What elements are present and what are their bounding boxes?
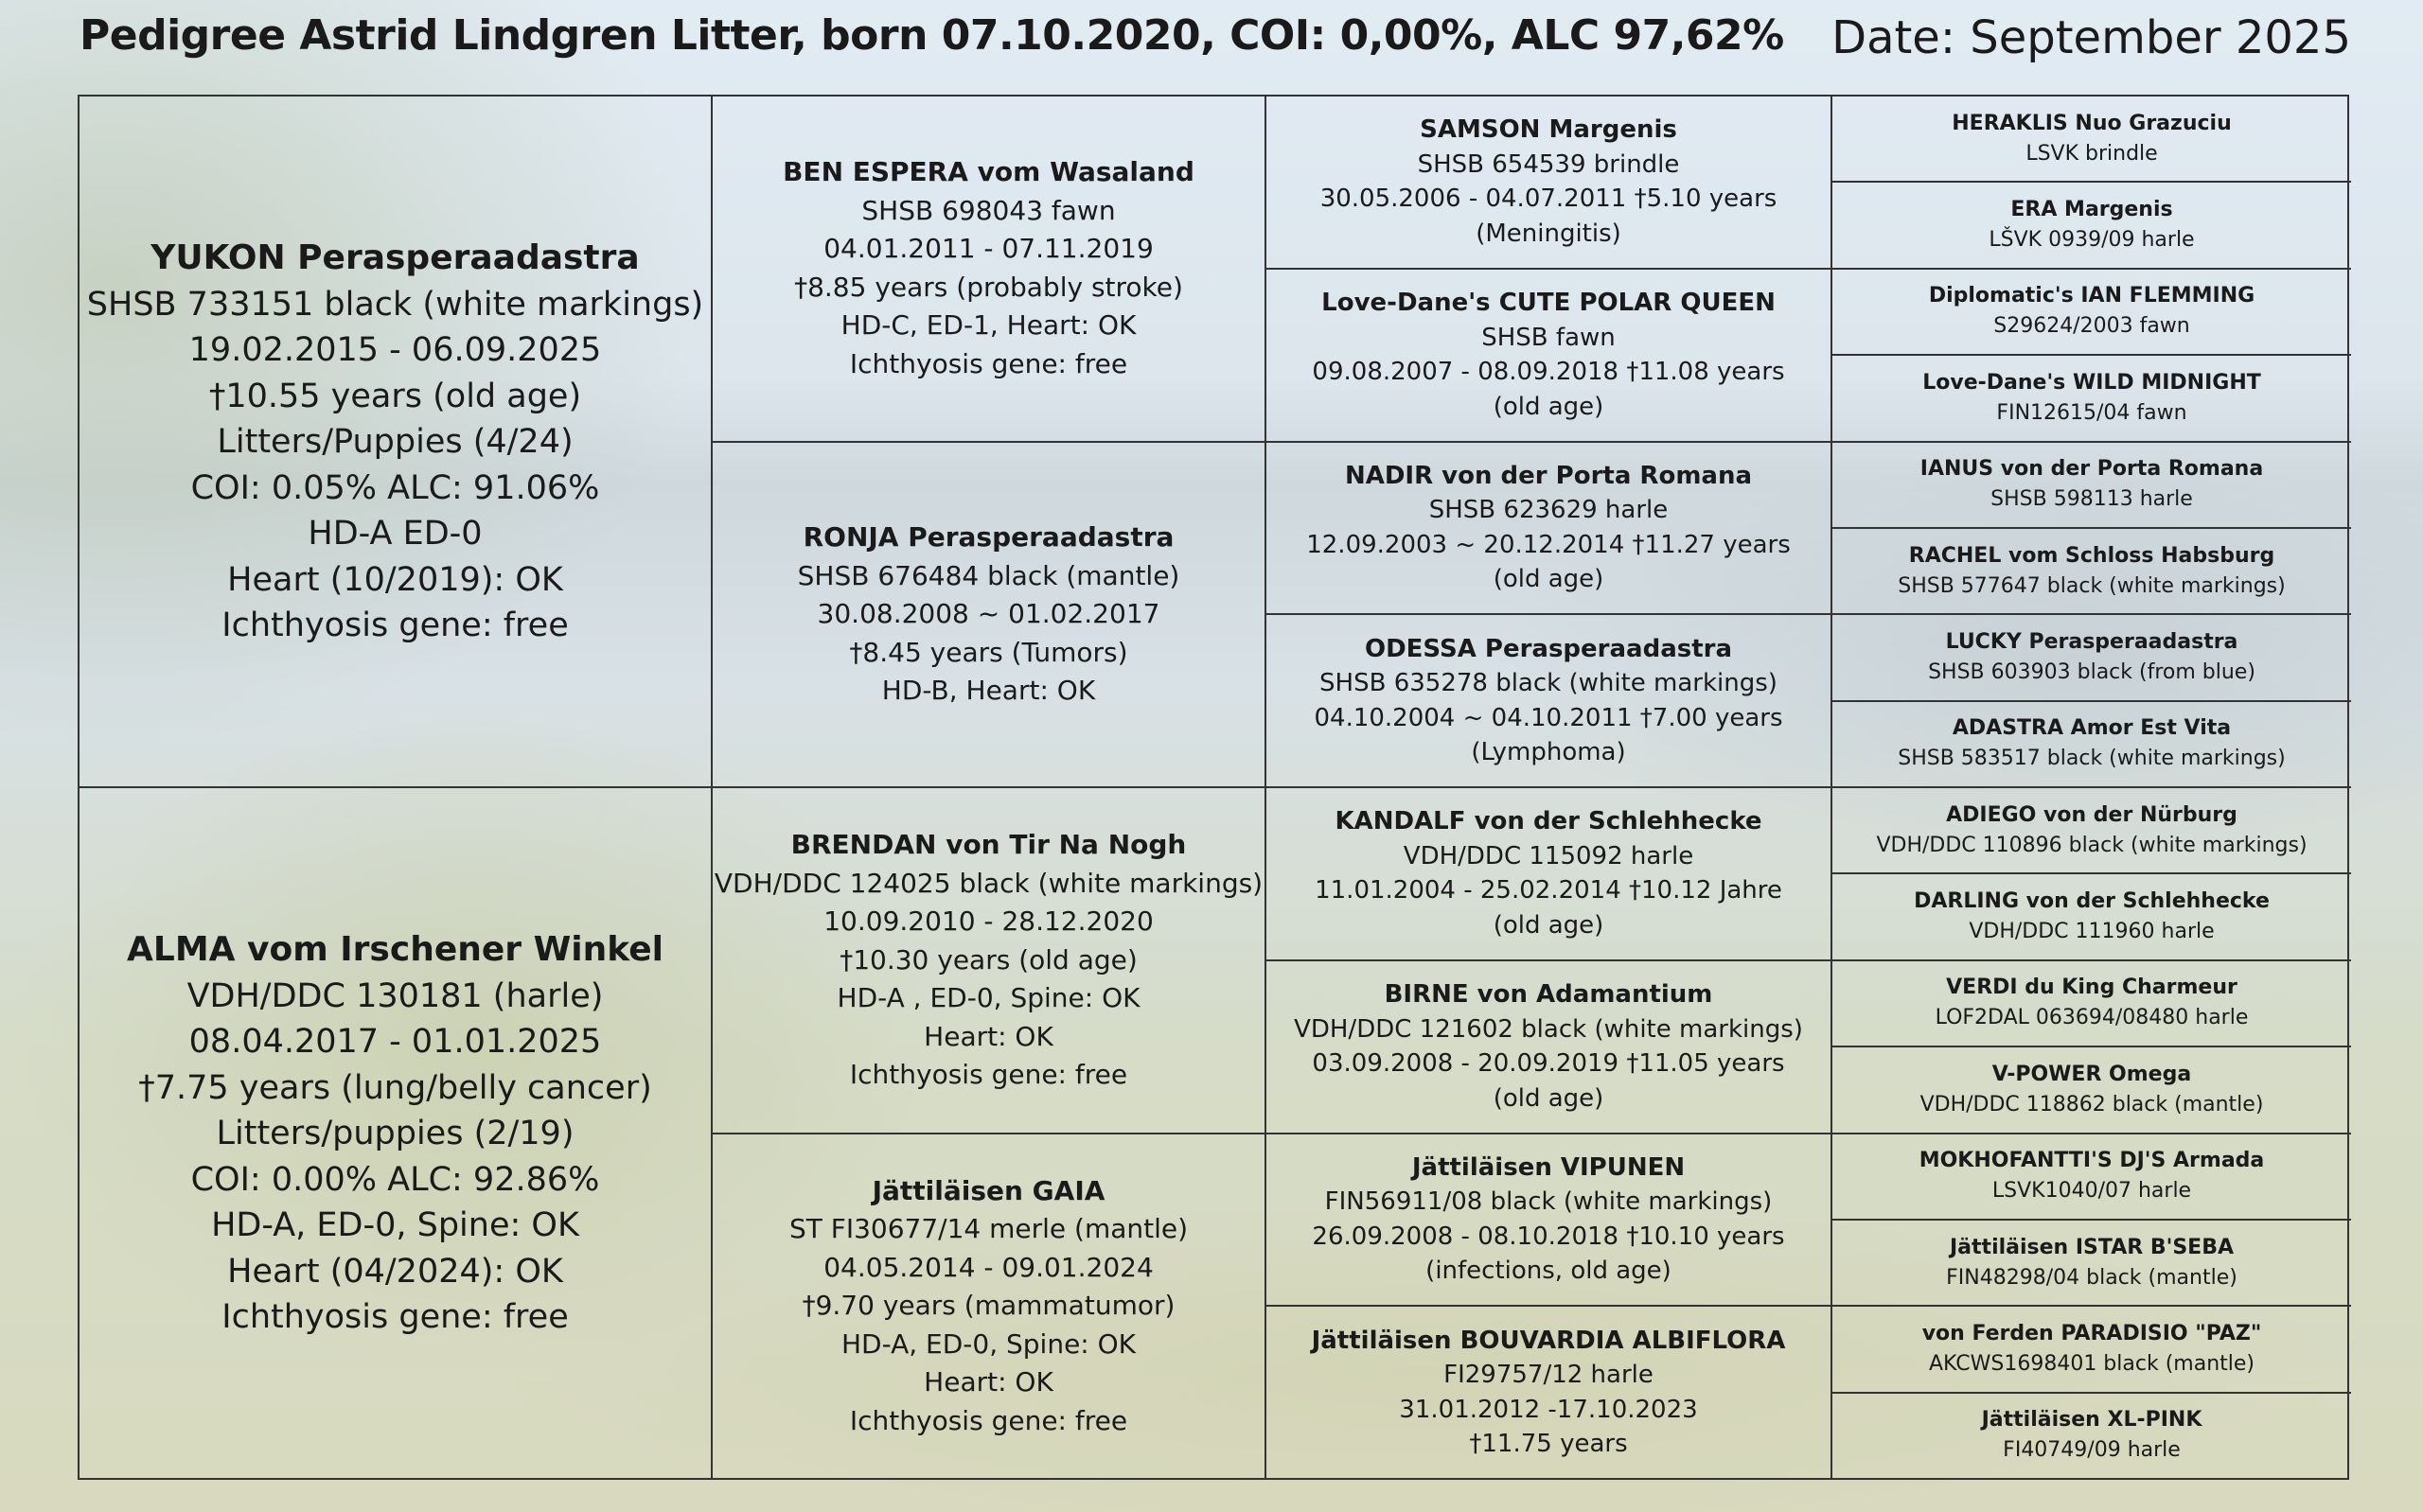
dog-name: ALMA vom Irschener Winkel: [127, 929, 663, 969]
dog-detail-line: FI29757/12 harle: [1443, 1361, 1654, 1390]
pedigree-cell: [1266, 1307, 1831, 1478]
page-date: Date: September 2025: [1831, 11, 2351, 64]
dog-detail-line: SHSB 583517 black (white markings): [1898, 747, 2286, 771]
dog-name: DARLING von der Schlehhecke: [1914, 889, 2270, 914]
pedigree-cell: [713, 1134, 1265, 1479]
dog-name: ADASTRA Amor Est Vita: [1952, 716, 2232, 741]
dog-name: BEN ESPERA vom Wasaland: [783, 156, 1194, 188]
dog-detail-line: 12.09.2003 ~ 20.12.2014 †11.27 years: [1306, 530, 1791, 559]
dog-detail-line: LSVK1040/07 harle: [1991, 1179, 2192, 1204]
dog-detail-line: LOF2DAL 063694/08480 harle: [1935, 1006, 2249, 1030]
dog-detail-line: Ichthyosis gene: free: [849, 347, 1128, 379]
dog-detail-line: FIN56911/08 black (white markings): [1324, 1187, 1773, 1217]
pedigree-cell: [1832, 874, 2351, 960]
dog-detail-line: 26.09.2008 - 08.10.2018 †10.10 years: [1312, 1222, 1785, 1251]
dog-detail-line: †10.55 years (old age): [208, 377, 582, 415]
dog-detail-line: 04.10.2004 ~ 04.10.2011 †7.00 years: [1314, 703, 1783, 732]
dog-name: ADIEGO von der Nürburg: [1946, 802, 2237, 827]
dog-detail-line: VDH/DDC 121602 black (white markings): [1294, 1014, 1803, 1044]
dog-detail-line: Ichthyosis gene: free: [221, 1298, 569, 1336]
dog-detail-line: Ichthyosis gene: free: [221, 607, 569, 644]
pedigree-cell: [1266, 1134, 1831, 1308]
dog-name: Diplomatic's IAN FLEMMING: [1928, 284, 2255, 308]
dog-detail-line: ST FI30677/14 merle (mantle): [788, 1213, 1189, 1244]
pedigree-cell: [1832, 443, 2351, 529]
dog-detail-line: SHSB 603903 black (from blue): [1928, 659, 2255, 684]
pedigree-cell: [1832, 788, 2351, 874]
pedigree-cell: [1266, 270, 1831, 443]
pedigree-cell: [1832, 702, 2351, 788]
dog-detail-line: SHSB 676484 black (mantle): [797, 559, 1180, 591]
pedigree-cell: [1832, 97, 2351, 183]
dog-detail-line: SHSB 577647 black (white markings): [1898, 573, 2286, 598]
dog-name: Love-Dane's CUTE POLAR QUEEN: [1321, 289, 1776, 318]
dog-detail-line: 03.09.2008 - 20.09.2019 †11.05 years: [1312, 1049, 1785, 1079]
dog-detail-line: Litters/puppies (2/19): [216, 1115, 575, 1152]
dog-name: V-POWER Omega: [1991, 1062, 2192, 1086]
dog-detail-line: VDH/DDC 115092 harle: [1403, 841, 1694, 870]
dog-detail-line: VDH/DDC 124025 black (white markings): [714, 867, 1264, 899]
dog-name: Jättiläisen XL-PINK: [1981, 1408, 2202, 1433]
pedigree-cell: [1832, 961, 2351, 1047]
pedigree-cell: [1266, 788, 1831, 961]
dog-detail-line: FI40749/09 harle: [2003, 1438, 2181, 1463]
dog-name: Jättiläisen VIPUNEN: [1411, 1152, 1686, 1182]
dog-name: NADIR von der Porta Romana: [1344, 461, 1753, 490]
generation-4-column: [1832, 97, 2351, 1478]
dog-detail-line: VDH/DDC 110896 black (white markings): [1876, 833, 2308, 857]
dog-detail-line: FIN48298/04 black (mantle): [1946, 1265, 2237, 1290]
dog-detail-line: SHSB 654539 brindle: [1417, 149, 1680, 179]
dog-detail-line: 31.01.2012 -17.10.2023: [1399, 1395, 1698, 1424]
pedigree-cell: [1266, 961, 1831, 1134]
dog-name: BRENDAN von Tir Na Nogh: [790, 829, 1187, 860]
dog-detail-line: HD-A, ED-0, Spine: OK: [211, 1206, 579, 1244]
dog-name: MOKHOFANTTI'S DJ'S Armada: [1919, 1149, 2265, 1173]
dog-detail-line: 04.05.2014 - 09.01.2024: [823, 1251, 1154, 1283]
generation-3-column: [1266, 97, 1832, 1478]
dog-detail-line: 19.02.2015 - 06.09.2025: [188, 331, 602, 369]
dog-detail-line: †9.70 years (mammatumor): [802, 1290, 1176, 1321]
dog-detail-line: 30.05.2006 - 04.07.2011 †5.10 years: [1319, 185, 1777, 214]
dog-detail-line: 30.08.2008 ~ 01.02.2017: [817, 598, 1160, 629]
dog-detail-line: (old age): [1493, 565, 1604, 594]
dog-name: ERA Margenis: [2010, 198, 2173, 222]
dog-detail-line: Litters/Puppies (4/24): [217, 423, 574, 461]
dog-name: KANDALF von der Schlehhecke: [1335, 807, 1762, 836]
dog-detail-line: Heart: OK: [924, 1366, 1053, 1398]
pedigree-cell: [1266, 615, 1831, 788]
pedigree-cell: [1832, 1047, 2351, 1134]
dog-detail-line: (old age): [1493, 1083, 1604, 1113]
dog-detail-line: LŠVK 0939/09 harle: [1989, 228, 2195, 253]
dog-name: Jättiläisen GAIA: [872, 1174, 1105, 1206]
page-title: Pedigree Astrid Lindgren Litter, born 07.10.2020, COI: 0,00%, ALC 97,62%: [80, 11, 1784, 60]
pedigree-cell: [1832, 1221, 2351, 1307]
dog-name: ODESSA Perasperaadastra: [1364, 634, 1733, 663]
dog-detail-line: FIN12615/04 fawn: [1996, 400, 2187, 425]
dog-detail-line: AKCWS1698401 black (mantle): [1928, 1351, 2255, 1376]
dog-name: Jättiläisen BOUVARDIA ALBIFLORA: [1311, 1326, 1786, 1355]
dog-name: RONJA Perasperaadastra: [803, 521, 1175, 553]
generation-2-column: [713, 97, 1266, 1478]
dog-name: YUKON Perasperaadastra: [150, 237, 640, 277]
dog-detail-line: HD-A , ED-0, Spine: OK: [837, 982, 1141, 1013]
pedigree-cell: [713, 443, 1265, 789]
dog-detail-line: Heart: OK: [924, 1020, 1053, 1052]
dog-detail-line: (old age): [1493, 392, 1604, 421]
dog-detail-line: COI: 0.05% ALC: 91.06%: [190, 468, 600, 507]
pedigree-cell: [1832, 1307, 2351, 1393]
dog-detail-line: 11.01.2004 - 25.02.2014 †10.12 Jahre: [1315, 876, 1782, 905]
pedigree-cell: [1832, 529, 2351, 615]
pedigree-cell: [713, 788, 1265, 1134]
dog-detail-line: (infections, old age): [1425, 1257, 1671, 1286]
dog-name: von Ferden PARADISIO "PAZ": [1921, 1321, 2262, 1345]
dog-name: SAMSON Margenis: [1420, 115, 1677, 145]
dog-detail-line: SHSB 598113 harle: [1990, 487, 2193, 512]
dog-detail-line: SHSB 635278 black (white markings): [1319, 669, 1777, 698]
dog-detail-line: 10.09.2010 - 28.12.2020: [823, 905, 1154, 937]
dog-name: BIRNE von Adamantium: [1384, 980, 1713, 1010]
dog-detail-line: HD-A, ED-0, Spine: OK: [840, 1327, 1137, 1360]
dog-detail-line: †7.75 years (lung/belly cancer): [138, 1068, 652, 1107]
dog-detail-line: Ichthyosis gene: free: [849, 1059, 1128, 1090]
pedigree-table: [78, 95, 2349, 1480]
dog-detail-line: HD-C, ED-1, Heart: OK: [840, 309, 1137, 342]
pedigree-cell: [1832, 615, 2351, 701]
dog-detail-line: (Meningitis): [1476, 219, 1621, 248]
pedigree-cell: [1832, 356, 2351, 442]
dog-detail-line: SHSB 623629 harle: [1428, 496, 1669, 525]
dog-detail-line: Heart (04/2024): OK: [227, 1252, 563, 1291]
dog-detail-line: S29624/2003 fawn: [1993, 314, 2190, 339]
dog-name: VERDI du King Charmeur: [1946, 976, 2237, 1000]
dog-detail-line: HD-A ED-0: [308, 515, 483, 553]
dog-detail-line: Heart (10/2019): OK: [227, 560, 563, 599]
dog-detail-line: †8.85 years (probably stroke): [794, 271, 1183, 303]
dog-detail-line: (Lymphoma): [1471, 738, 1626, 767]
dog-name: Love-Dane's WILD MIDNIGHT: [1922, 370, 2261, 395]
pedigree-cell: [80, 788, 711, 1478]
dog-detail-line: VDH/DDC 118862 black (mantle): [1919, 1092, 2264, 1116]
dog-detail-line: LSVK brindle: [2025, 141, 2158, 166]
dog-name: RACHEL vom Schloss Habsburg: [1908, 543, 2275, 568]
dog-name: IANUS von der Porta Romana: [1919, 457, 2264, 482]
pedigree-cell: [713, 97, 1265, 443]
dog-detail-line: VDH/DDC 130181 (harle): [186, 976, 604, 1015]
dog-name: Jättiläisen ISTAR B'SEBA: [1950, 1235, 2234, 1259]
dog-detail-line: COI: 0.00% ALC: 92.86%: [190, 1160, 600, 1199]
pedigree-cell: [1832, 1394, 2351, 1478]
dog-detail-line: †10.30 years (old age): [840, 943, 1138, 976]
dog-detail-line: SHSB 698043 fawn: [861, 194, 1116, 226]
dog-detail-line: SHSB 733151 black (white markings): [86, 285, 704, 324]
dog-detail-line: 04.01.2011 - 07.11.2019: [823, 233, 1154, 265]
dog-detail-line: (old age): [1493, 910, 1604, 940]
dog-name: LUCKY Perasperaadastra: [1945, 629, 2238, 654]
dog-detail-line: SHSB fawn: [1481, 323, 1616, 352]
dog-detail-line: †8.45 years (Tumors): [849, 636, 1128, 668]
dog-detail-line: 09.08.2007 - 08.09.2018 †11.08 years: [1312, 358, 1785, 387]
pedigree-cell: [1266, 443, 1831, 616]
dog-detail-line: VDH/DDC 111960 harle: [1969, 920, 2215, 944]
dog-detail-line: Ichthyosis gene: free: [849, 1404, 1128, 1436]
pedigree-cell: [1832, 1134, 2351, 1221]
pedigree-cell: [1832, 270, 2351, 356]
dog-name: HERAKLIS Nuo Grazuciu: [1952, 111, 2232, 135]
pedigree-cell: [1266, 97, 1831, 270]
dog-detail-line: HD-B, Heart: OK: [881, 675, 1096, 706]
pedigree-cell: [1832, 183, 2351, 269]
dog-detail-line: 08.04.2017 - 01.01.2025: [188, 1023, 602, 1061]
pedigree-cell: [80, 97, 711, 788]
generation-1-column: [80, 97, 713, 1478]
dog-detail-line: †11.75 years: [1469, 1430, 1628, 1459]
